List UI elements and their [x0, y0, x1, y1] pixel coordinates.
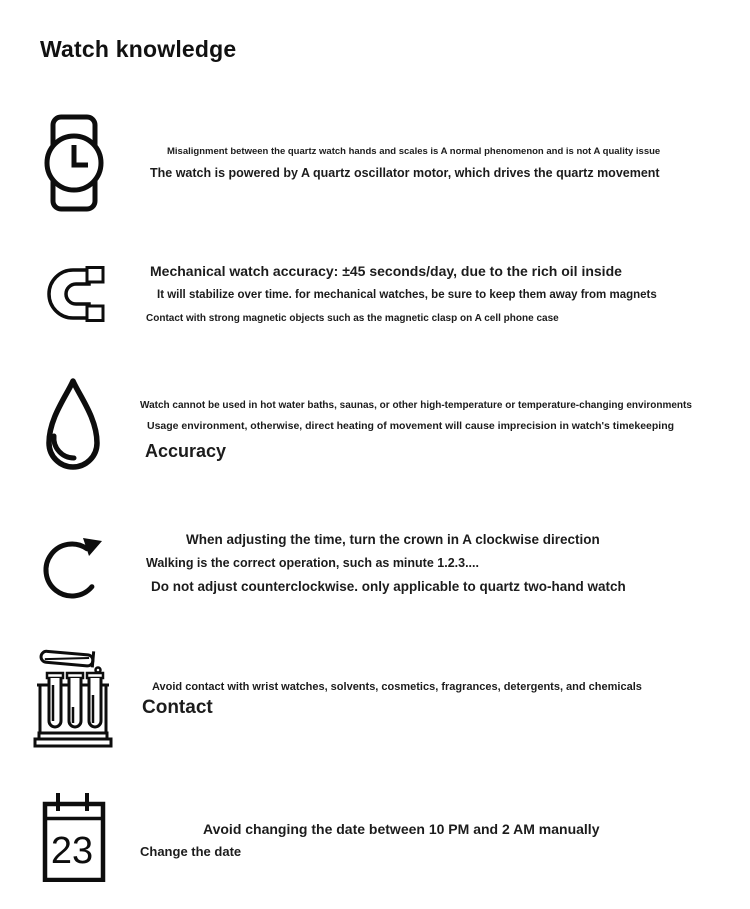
- clockwise-arrow-icon: [40, 526, 108, 608]
- magnet-main-text: Mechanical watch accuracy: ±45 seconds/day, due to the rich oil inside: [150, 263, 622, 279]
- contact-heading: Contact: [142, 697, 213, 718]
- magnet-note-text: Contact with strong magnetic objects such as the magnetic clasp on A cell phone case: [146, 313, 559, 324]
- date-main-text: Avoid changing the date between 10 PM and 2 AM manually: [203, 821, 600, 837]
- magnet-sub-text: It will stabilize over time. for mechanical watches, be sure to keep them away from magnets: [157, 289, 657, 301]
- test-tubes-icon: [33, 645, 113, 748]
- calendar-icon: [42, 792, 106, 882]
- chemical-note-text: Avoid contact with wrist watches, solvents, cosmetics, fragrances, detergents, and chemicals: [152, 681, 642, 693]
- magnet-icon: [45, 266, 105, 322]
- water-drop-icon: [40, 376, 106, 482]
- calendar-day-number: 23: [50, 830, 94, 872]
- temperature-note-text: Watch cannot be used in hot water baths, saunas, or other high-temperature or temperature-changing environments: [140, 400, 692, 411]
- quartz-note-text: Misalignment between the quartz watch hands and scales is A normal phenomenon and is not A quality issue: [167, 146, 661, 157]
- crown-main-text: When adjusting the time, turn the crown in A clockwise direction: [186, 532, 600, 547]
- crown-warning-text: Do not adjust counterclockwise. only applicable to quartz two-hand watch: [151, 579, 626, 594]
- date-sub-text: Change the date: [140, 844, 242, 859]
- temperature-sub-text: Usage environment, otherwise, direct heating of movement will cause imprecision in watch's timekeeping: [147, 420, 675, 432]
- quartz-main-text: The watch is powered by A quartz oscillator motor, which drives the quartz movement: [150, 166, 660, 180]
- page-title: Watch knowledge: [40, 36, 237, 62]
- crown-sub-text: Walking is the correct operation, such as minute 1.2.3....: [146, 556, 479, 570]
- accuracy-heading: Accuracy: [145, 441, 227, 461]
- wristwatch-icon: [44, 114, 104, 212]
